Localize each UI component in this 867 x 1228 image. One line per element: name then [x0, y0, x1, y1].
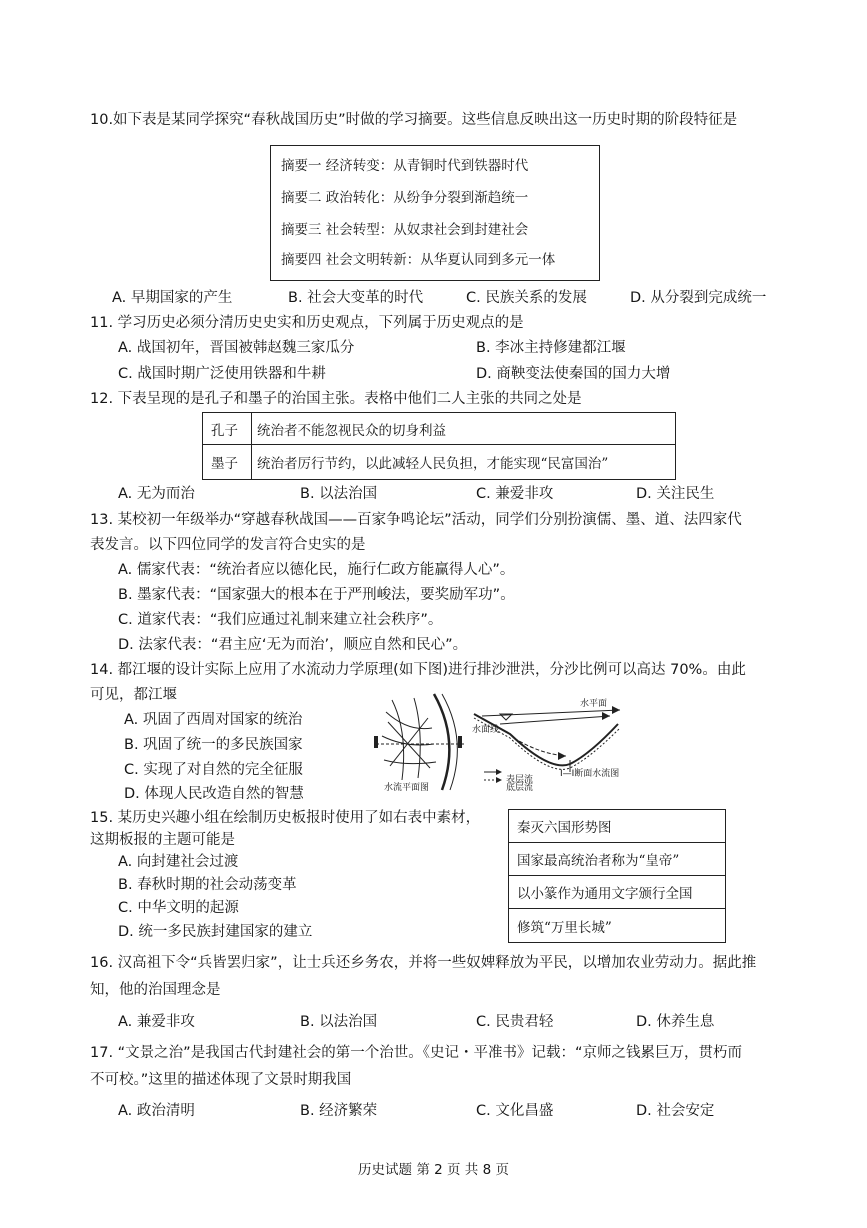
- water-plan-figure: [372, 692, 468, 794]
- q15-stem-line1: 15. 某历史兴趣小组在绘制历史板报时使用了如右表中素材，: [90, 810, 481, 826]
- q16-stem-line1: 16. 汉高祖下令“兵皆罢归家”，让士兵还乡务农，并将一些奴婢释放为平民，以增加农业劳动力。据此推: [90, 955, 757, 971]
- q14-option-b: B. 巩固了统一的多民族国家: [124, 737, 303, 753]
- q17-option-a: A. 政治清明: [118, 1103, 195, 1119]
- q13-option-a: A. 儒家代表：“统治者应以德化民，施行仁政方能赢得人心”。: [118, 562, 515, 578]
- q10-option-b: B. 社会大变革的时代: [288, 290, 424, 306]
- q12-table-who: 墨子: [203, 445, 252, 479]
- section-caption: I—I断面水流图: [560, 769, 620, 779]
- q12-table-text: 统治者不能忽视民众的切身利益: [257, 422, 446, 439]
- q15-table-cell: 国家最高统治者称为“皇帝”: [517, 853, 680, 869]
- q14-option-d: D. 体现人民改造自然的智慧: [124, 786, 304, 802]
- q12-table-row: [203, 445, 675, 479]
- q11-option-b: B. 李冰主持修建都江堰: [476, 340, 626, 356]
- q15-table-row: [509, 909, 725, 942]
- q17-stem-line1: 17. “文景之治”是我国古代封建社会的第一个治世。《史记・平准书》记载：“京师之钱累巨万，贯朽而: [90, 1045, 742, 1061]
- q17-option-b: B. 经济繁荣: [300, 1103, 378, 1119]
- q12-table-who: 孔子: [203, 413, 252, 444]
- q12-table: [202, 412, 676, 480]
- q16-stem-line2: 知，他的治国理念是: [90, 982, 221, 998]
- q15-option-b: B. 春秋时期的社会动荡变革: [118, 877, 297, 893]
- q12-stem: 12. 下表呈现的是孔子和墨子的治国主张。表格中他们二人主张的共同之处是: [90, 391, 582, 407]
- q16-option-d: D. 休养生息: [636, 1014, 715, 1030]
- legend-bottom-flow: 底层流: [506, 783, 534, 793]
- q12-option-a: A. 无为而治: [118, 486, 195, 502]
- q10-summary-box: [270, 145, 600, 281]
- q12-option-d: D. 关注民生: [636, 486, 715, 502]
- q10-option-d: D. 从分裂到完成统一: [630, 290, 767, 306]
- q10-option-a: A. 早期国家的产生: [112, 290, 233, 306]
- q12-option-b: B. 以法治国: [300, 486, 378, 502]
- q15-table-row: [509, 876, 725, 909]
- q10-summary-1: 摘要一 经济转变：从青铜时代到铁器时代: [281, 158, 529, 174]
- q16-option-c: C. 民贵君轻: [476, 1014, 554, 1030]
- q10-summary-4: 摘要四 社会文明转新：从华夏认同到多元一体: [281, 252, 556, 268]
- q15-option-c: C. 中华文明的起源: [118, 900, 239, 916]
- q15-material-table: [508, 809, 726, 943]
- q13-option-d: D. 法家代表：“君主应‘无为而治’，顺应自然和民心”。: [118, 637, 468, 653]
- q11-option-a: A. 战国初年，晋国被韩赵魏三家瓜分: [118, 340, 355, 356]
- q11-option-d: D. 商鞅变法使秦国的国力大增: [476, 366, 671, 382]
- q15-table-cell: 秦灭六国形势图: [517, 820, 612, 836]
- q15-option-d: D. 统一多民族封建国家的建立: [118, 924, 313, 940]
- q14-option-c: C. 实现了对自然的完全征服: [124, 762, 303, 778]
- page-footer: 历史试题 第 2 页 共 8 页: [358, 1162, 509, 1178]
- q15-table-row: [509, 810, 725, 843]
- q15-stem-line2: 这期板报的主题可能是: [90, 832, 235, 848]
- q10-summary-2: 摘要二 政治转化：从纷争分裂到渐趋统一: [281, 190, 529, 206]
- q12-table-row: [203, 413, 675, 445]
- q14-option-a: A. 巩固了西周对国家的统治: [124, 712, 303, 728]
- q13-option-b: B. 墨家代表：“国家强大的根本在于严刑峻法，要奖励军功”。: [118, 587, 515, 603]
- q17-option-c: C. 文化昌盛: [476, 1103, 554, 1119]
- q11-stem: 11. 学习历史必须分清历史史实和历史观点，下列属于历史观点的是: [90, 315, 524, 331]
- q15-table-cell: 以小篆作为通用文字颁行全国: [517, 886, 693, 902]
- q14-stem-line1: 14. 都江堰的设计实际上应用了水流动力学原理(如下图)进行排沙泄洪，分沙比例可以高达 70%。由此: [90, 662, 746, 678]
- q12-table-text: 统治者厉行节约，以此减轻人民负担，才能实现“民富国治”: [257, 456, 609, 472]
- q13-option-c: C. 道家代表：“我们应通过礼制来建立社会秩序”。: [118, 612, 443, 628]
- q17-option-d: D. 社会安定: [636, 1103, 715, 1119]
- q13-stem-line1: 13. 某校初一年级举办“穿越春秋战国——百家争鸣论坛”活动，同学们分别扮演儒、墨、道、法四家代: [90, 512, 742, 528]
- q15-table-cell: 修筑“万里长城”: [517, 919, 612, 936]
- water-surface-label: 水平面: [580, 699, 608, 709]
- q10-summary-3: 摘要三 社会转型：从奴隶社会到封建社会: [281, 222, 529, 238]
- q17-stem-line2: 不可校。”这里的描述体现了文景时期我国: [90, 1072, 352, 1088]
- q16-option-b: B. 以法治国: [300, 1014, 378, 1030]
- q16-option-a: A. 兼爱非攻: [118, 1014, 195, 1030]
- q15-table-row: [509, 843, 725, 876]
- legend-surface-flow: 表层流: [506, 775, 534, 785]
- water-line-label: 水面线: [472, 725, 500, 735]
- q10-stem: 10.如下表是某同学探究“春秋战国历史”时做的学习摘要。这些信息反映出这一历史时期的阶段特征是: [90, 112, 738, 128]
- water-plan-caption: 水流平面图: [384, 783, 430, 793]
- q12-option-c: C. 兼爱非攻: [476, 486, 554, 502]
- q14-stem-line2: 可见，都江堰: [90, 687, 177, 703]
- q10-option-c: C. 民族关系的发展: [466, 290, 587, 306]
- q13-stem-line2: 表发言。以下四位同学的发言符合史实的是: [90, 537, 366, 553]
- q11-option-c: C. 战国时期广泛使用铁器和牛耕: [118, 366, 326, 382]
- q15-option-a: A. 向封建社会过渡: [118, 854, 239, 870]
